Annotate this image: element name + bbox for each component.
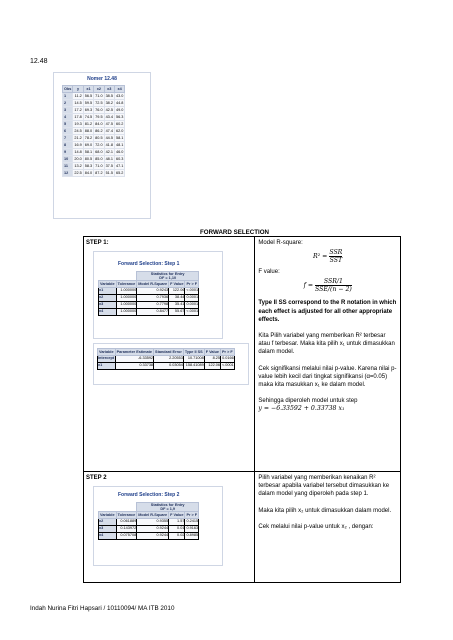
step1-entry-cell: <.0001: [185, 288, 199, 295]
data-table-cell: 3: [63, 107, 73, 114]
data-table-cell: 4: [63, 114, 73, 121]
step1-est-cell: 8.25: [204, 356, 220, 363]
data-table-cell: 60.3: [115, 157, 124, 161]
data-table-cell: 87.2: [95, 171, 103, 175]
step1-est-cell: 2.20553: [154, 356, 184, 363]
step1-entry-row: [99, 302, 199, 309]
data-table-cell: 69.0: [84, 143, 93, 147]
step1-paragraph-1: Kita Pilih variabel yang memberikan R² terbesar atau f terbesar. Maka kita pilih x₁ untuk dimasukkan dalam model.: [258, 333, 395, 356]
step2-entry-cell: 0.075708: [116, 533, 137, 540]
data-table-cell: 10: [63, 156, 73, 163]
data-table-header-cell: x3: [104, 86, 114, 93]
step2-paragraph-1: Pilih variabel yang memberikan kenaikan R² terbesar apabila variabel tersebut dimasukkan ke dalam model yang diperoleh pada step 1.: [258, 475, 390, 498]
data-table-panel: [53, 72, 151, 219]
step2-stats-header: Statistics for Entry DF = 1,9: [137, 503, 199, 512]
step2-entry-header-cell: F Value: [170, 513, 184, 517]
data-table-cell: 51.5: [105, 171, 113, 175]
step1-entry-cell: 0.0001: [185, 295, 199, 302]
step1-est-cell: 158.41089: [183, 363, 204, 370]
step2-entry-cell: 0.02: [169, 533, 185, 540]
step1-entry-cell: 1.000000: [116, 295, 137, 302]
data-table-cell: 38.2: [105, 101, 113, 105]
step1-entry-cell: 1.000000: [116, 302, 137, 309]
data-table-cell: 24.5: [74, 129, 82, 133]
data-table-cell: 71.0: [95, 94, 103, 98]
step2-entry-cell: 0.9244: [137, 526, 169, 533]
data-table-cell: 74.5: [84, 115, 93, 119]
step1-est-header-cell: Parameter Estimate: [116, 350, 153, 354]
step2-entry-header-cell: Variable: [100, 513, 115, 517]
data-table-cell: 38.5: [105, 94, 113, 98]
step1-entry-header-cell: Tolerance: [117, 282, 136, 286]
data-table-cell: 72.0: [95, 143, 103, 147]
data-table-cell: 22.5: [74, 171, 82, 175]
data-table-header-cell: x4: [114, 86, 124, 93]
step1-estimates-table: [97, 348, 235, 370]
step2-paragraph-2: Maka kita pilih x₂ untuk dimasukkan dalam model.: [258, 507, 392, 514]
data-table-row: [63, 142, 125, 149]
step2-entry-table: [98, 502, 199, 540]
step1-entry-cell: x2: [99, 295, 117, 302]
step1-est-cell: 0.03054: [154, 363, 184, 370]
data-table-cell: 17.2: [74, 108, 82, 112]
data-table-row: [63, 128, 125, 135]
step2-label: STEP 2: [86, 475, 107, 481]
data-table-cell: 14.8: [74, 150, 82, 154]
data-table-header-row: [63, 86, 125, 93]
data-table-cell: 58.3: [84, 164, 93, 168]
step2-entry-row: [99, 526, 199, 533]
data-table-cell: 43.0: [115, 94, 124, 98]
data-table-cell: 88.0: [84, 129, 93, 133]
data-table-cell: 14.5: [74, 101, 82, 105]
step1-entry-cell: x1: [99, 288, 117, 295]
step1-sas-title: Forward Selection: Step 1: [118, 261, 180, 267]
step1-entry-cell: 38.44: [169, 295, 185, 302]
data-table-cell: 21.2: [74, 136, 82, 140]
step1-entry-cell: x4: [99, 309, 117, 316]
data-table-row: [63, 170, 125, 177]
data-table-cell: 19.3: [74, 122, 82, 126]
data-table-cell: 44.8: [115, 101, 124, 105]
step1-entry-cell: <.0001: [185, 309, 199, 316]
step2-entry-header-cell: Pr > F: [186, 513, 198, 517]
data-table-cell: 81.2: [84, 122, 93, 126]
data-table-cell: 8: [63, 142, 73, 149]
data-table-cell: 84.0: [84, 171, 93, 175]
step1-est-row: [98, 356, 235, 363]
data-table-cell: 79.5: [95, 115, 103, 119]
step1-entry-cell: 0.8477: [137, 309, 169, 316]
step2-entry-cell: x2: [99, 519, 117, 526]
data-table-cell: 80.5: [95, 136, 103, 140]
step1-est-cell: Intercept: [98, 356, 116, 363]
step2-paragraph-3: Cek melalui nilai p-value untuk x₂ , dengan:: [258, 523, 374, 530]
page-number: 12.48: [30, 58, 48, 65]
data-table-row: [63, 163, 125, 170]
data-table-cell: 11: [63, 163, 73, 170]
rsq-formula: R² = $\frac{\text{SSR}}{\text{SST}}$: [313, 249, 343, 265]
step1-est-cell: <.0001: [221, 363, 235, 370]
step2-entry-cell: 0.9355: [137, 519, 169, 526]
step1-entry-cell: x3: [99, 302, 117, 309]
data-table-cell: 47.5: [105, 122, 113, 126]
data-table-cell: 48.1: [105, 157, 113, 161]
step2-entry-cell: 0.2415: [185, 519, 199, 526]
step1-entry-header-cell: Variable: [100, 282, 115, 286]
step1-entry-row: [99, 288, 199, 295]
step1-label: STEP 1:: [86, 240, 109, 246]
data-table-cell: 46.0: [115, 150, 124, 154]
step1-entry-cell: 0.0001: [185, 302, 199, 309]
step1-est-header-cell: F Value: [205, 350, 220, 354]
step1-model-equation: y = −6.33592 + 0.33738 x₁: [258, 405, 345, 413]
data-table-header-cell: x2: [94, 86, 104, 93]
data-table-row: [63, 93, 125, 100]
data-table-cell: 60.2: [115, 122, 124, 126]
step1-est-header-cell: Type II SS: [184, 350, 203, 354]
step1-est-cell: x1: [98, 363, 116, 370]
data-table-header-cell: y: [73, 86, 83, 93]
data-table-cell: 6: [63, 128, 73, 135]
step1-est-cell: -6.33592: [115, 356, 153, 363]
typeii-note: Type II SS correspond to the R notation in which each effect is adjusted for all other appropriate effects.: [258, 300, 397, 323]
step1-explanation-cell: [255, 237, 401, 472]
step1-entry-cell: 0.7936: [137, 295, 169, 302]
data-table-cell: 11.2: [74, 94, 82, 98]
step2-entry-cell: 0.9244: [137, 533, 169, 540]
data-table-cell: 7: [63, 135, 73, 142]
step1-est-cell: 0.0166: [221, 356, 235, 363]
step1-entry-table: [98, 271, 199, 316]
data-table-cell: 58.1: [84, 150, 93, 154]
data-table-cell: 68.0: [95, 150, 103, 154]
step1-entry-cell: 122.06: [169, 288, 185, 295]
data-table-row: [63, 156, 125, 163]
data-table-cell: 47.1: [115, 164, 124, 168]
fvalue-label: F value:: [258, 269, 280, 276]
model-rsq-label: Model R-square:: [258, 240, 303, 246]
data-table-cell: 44.5: [105, 136, 113, 140]
forward-selection-table: [83, 236, 401, 583]
data-table-cell: 20.0: [74, 157, 82, 161]
step1-entry-cell: 1.000000: [116, 288, 137, 295]
step1-est-cell: 10.71008: [183, 356, 204, 363]
step1-entry-header-cell: F Value: [170, 282, 184, 286]
data-table-row: [63, 149, 125, 156]
step1-entry-cell: 0.9243: [137, 288, 169, 295]
step1-row: [84, 237, 401, 472]
step1-est-header-cell: Standard Error: [155, 350, 182, 354]
step1-entry-cell: 0.7798: [137, 302, 169, 309]
data-table-cell: 41.8: [105, 143, 113, 147]
data-table-title: Nomer 12.48: [87, 76, 117, 82]
step1-entry-row: [99, 309, 199, 316]
step2-explanation-cell: [255, 472, 401, 583]
step2-entry-header-cell: Model R-Square: [138, 513, 168, 517]
step1-entry-cell: 55.67: [169, 309, 185, 316]
data-table-cell: 13.2: [74, 164, 82, 168]
data-table-cell: 2: [63, 100, 73, 107]
data-table-cell: 17.8: [74, 115, 82, 119]
data-table-cell: 56.5: [84, 94, 93, 98]
step1-est-header-cell: Variable: [99, 350, 114, 354]
data-table-cell: 49.0: [115, 108, 124, 112]
data-table-row: [63, 107, 125, 114]
data-table-cell: 84.0: [95, 122, 103, 126]
step1-output-cell: [84, 237, 255, 472]
f-formula: f = $\frac{\text{SSR/1}}{\text{SSE/(n − 2)}}$: [303, 278, 352, 294]
step2-entry-cell: 0.8985: [185, 533, 199, 540]
data-table-cell: 85.0: [95, 157, 103, 161]
data-table-cell: 42.5: [105, 108, 113, 112]
step1-entry-header-cell: Model R-Square: [138, 282, 168, 286]
step1-stats-header: Statistics for Entry DF = 1,10: [137, 272, 199, 281]
step2-entry-cell: 0.061889: [116, 519, 137, 526]
data-table-cell: 37.5: [105, 164, 113, 168]
step1-entry-cell: 1.000000: [116, 309, 137, 316]
step2-entry-cell: x3: [99, 526, 117, 533]
step2-entry-cell: 0.01: [169, 526, 185, 533]
step1-entry-header-cell: Pr > F: [186, 282, 198, 286]
data-table-cell: 56.3: [115, 115, 124, 119]
data-table: [62, 85, 125, 177]
step2-row: [84, 472, 401, 583]
data-table-cell: 47.4: [105, 129, 113, 133]
footer: Indah Nurina Fitri Hapsari / 10110094/ MA ITB 2010: [30, 605, 175, 612]
step2-entry-row: [99, 533, 199, 540]
data-table-cell: 76.0: [95, 108, 103, 112]
data-table-cell: 42.1: [105, 150, 113, 154]
section-title: FORWARD SELECTION: [200, 229, 269, 236]
step1-est-cell: 0.33738: [115, 363, 153, 370]
data-table-cell: 58.1: [115, 136, 124, 140]
data-table-cell: 71.0: [95, 164, 103, 168]
data-table-cell: 62.0: [115, 129, 124, 133]
step1-entry-cell: 35.41: [169, 302, 185, 309]
data-table-row: [63, 135, 125, 142]
step2-entry-cell: 0.143972: [116, 526, 137, 533]
step2-entry-header-cell: Tolerance: [117, 513, 136, 517]
data-table-cell: 69.3: [84, 108, 93, 112]
data-table-cell: 9: [63, 149, 73, 156]
data-table-row: [63, 121, 125, 128]
data-table-cell: 16.9: [74, 143, 82, 147]
step1-est-header-cell: Pr > F: [222, 350, 233, 354]
data-table-cell: 65.2: [115, 171, 124, 175]
data-table-cell: 5: [63, 121, 73, 128]
data-table-cell: 72.5: [95, 101, 103, 105]
step1-est-row: [98, 363, 235, 370]
data-table-cell: 80.5: [84, 157, 93, 161]
data-table-cell: 48.1: [115, 143, 124, 147]
data-table-header-cell: Obs: [64, 87, 72, 91]
step2-entry-cell: x4: [99, 533, 117, 540]
step2-entry-row: [99, 519, 199, 526]
step2-entry-cell: 0.9163: [185, 526, 199, 533]
step1-paragraph-3: Sehingga diperoleh model untuk step: [258, 398, 358, 405]
step1-entry-row: [99, 295, 199, 302]
data-table-cell: 12: [63, 170, 73, 177]
data-table-header-cell: x1: [83, 86, 93, 93]
step2-entry-cell: 1.57: [169, 519, 185, 526]
data-table-row: [63, 100, 125, 107]
step1-estimates-output: [93, 343, 249, 385]
data-table-row: [63, 114, 125, 121]
step1-paragraph-2: Cek signifikansi melalui nilai p-value. Karena nilai p-value lebih kecil dari tingkat signifikansi (α=0.05) maka kita masukkan x₁ ke dalam model.: [258, 365, 397, 389]
step1-sas-output: [93, 251, 223, 339]
step2-sas-output: [93, 486, 223, 566]
data-table-cell: 59.5: [84, 101, 93, 105]
step2-sas-title: Forward Selection: Step 2: [118, 492, 180, 498]
data-table-cell: 78.2: [84, 136, 93, 140]
data-table-cell: 1: [63, 93, 73, 100]
step2-output-cell: [84, 472, 255, 583]
data-table-cell: 43.4: [105, 115, 113, 119]
step1-est-cell: 122.06: [204, 363, 220, 370]
data-table-cell: 86.2: [95, 129, 103, 133]
